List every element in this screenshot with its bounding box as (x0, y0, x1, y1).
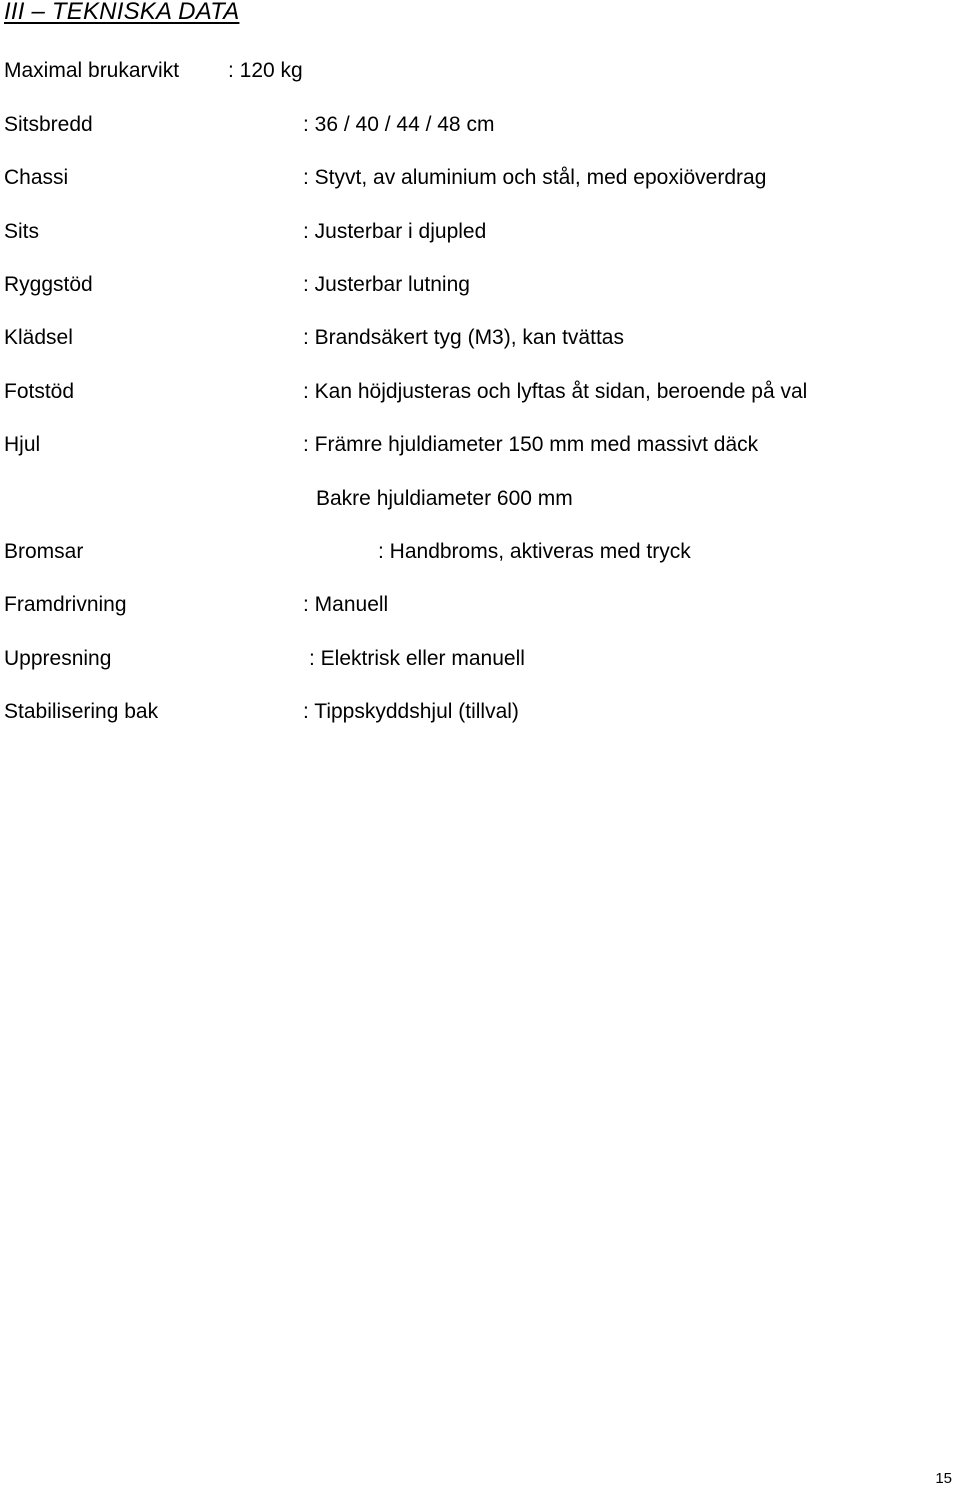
spec-label-brakes: Bromsar (4, 540, 84, 563)
spec-label-seat: Sits (4, 220, 40, 243)
spec-label-footrest: Fotstöd (4, 380, 75, 403)
spec-value-upholstery: : Brandsäkert tyg (M3), kan tvättas (303, 326, 624, 349)
spec-label-propulsion: Framdrivning (4, 593, 127, 616)
spec-label-rear-stabilization: Stabilisering bak (4, 700, 159, 723)
spec-value-wheels-continuation: Bakre hjuldiameter 600 mm (316, 487, 573, 510)
spec-value-rear-stabilization: : Tippskyddshjul (tillval) (303, 700, 519, 723)
spec-value-wheels: : Främre hjuldiameter 150 mm med massivt däck (303, 433, 759, 456)
spec-label-upholstery: Klädsel (4, 326, 73, 349)
spec-value-propulsion: : Manuell (303, 593, 389, 616)
spec-value-raising: : Elektrisk eller manuell (309, 647, 525, 670)
spec-value-seat: : Justerbar i djupled (303, 220, 487, 243)
spec-label-wheels: Hjul (4, 433, 41, 456)
spec-label-backrest: Ryggstöd (4, 273, 93, 296)
spec-label-max-weight: Maximal brukarvikt (4, 59, 180, 82)
spec-value-backrest: : Justerbar lutning (303, 273, 470, 296)
section-title: III – TEKNISKA DATA (4, 0, 240, 25)
spec-value-brakes: : Handbroms, aktiveras med tryck (378, 540, 691, 563)
spec-value-seat-width: : 36 / 40 / 44 / 48 cm (303, 113, 495, 136)
page-number: 15 (935, 1470, 952, 1487)
spec-value-footrest: : Kan höjdjusteras och lyftas åt sidan, beroende på val (303, 380, 808, 403)
spec-label-seat-width: Sitsbredd (4, 113, 93, 136)
spec-value-max-weight: : 120 kg (228, 59, 303, 82)
spec-label-chassis: Chassi (4, 166, 69, 189)
spec-label-raising: Uppresning (4, 647, 112, 670)
spec-value-chassis: : Styvt, av aluminium och stål, med epoxiöverdrag (303, 166, 767, 189)
